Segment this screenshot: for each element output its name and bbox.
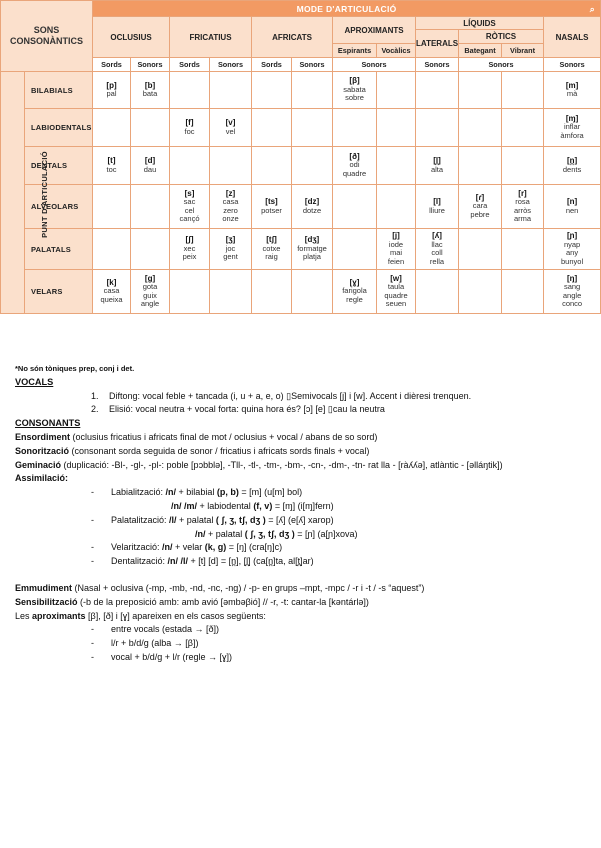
phoneme-symbol: [tʃ] <box>266 235 277 245</box>
example-word: dents <box>562 164 582 174</box>
table-cell <box>459 147 502 185</box>
example-word: alta <box>430 164 444 174</box>
phoneme-symbol: [l̪] <box>433 156 441 165</box>
example-word: xec <box>183 243 196 253</box>
table-cell <box>131 229 170 270</box>
phoneme-symbol: [n] <box>566 197 578 206</box>
phoneme-symbol: [ʎ] <box>432 231 442 240</box>
phoneme-symbol: [b] <box>144 80 156 90</box>
table-cell <box>544 185 601 229</box>
example-word: sobre <box>345 93 364 103</box>
table-cell <box>292 109 333 147</box>
sub-sonors-nasals: Sonors <box>544 58 601 72</box>
example-word: iode <box>388 239 404 249</box>
table-cell <box>377 147 416 185</box>
example-word: arma <box>513 214 532 223</box>
table-row <box>1 147 601 185</box>
table-cell <box>252 109 292 147</box>
example-word: queixa <box>100 294 123 304</box>
table-cell <box>459 109 502 147</box>
example-word: casa <box>222 197 239 206</box>
example-word: formatge <box>297 243 327 253</box>
table-cell <box>93 72 131 109</box>
example-word: mà <box>566 89 578 98</box>
phoneme-symbol: [dz] <box>304 197 320 206</box>
table-cell <box>459 72 502 109</box>
table-cell <box>377 185 416 229</box>
example-word: toc <box>106 164 117 174</box>
table-cell <box>170 229 210 270</box>
table-cell <box>93 270 131 314</box>
phoneme-symbol: [s] <box>184 188 195 198</box>
aproximants-line: Les aproximants [β], [ð] i [ɣ] apareixen en els casos següents: <box>15 610 266 621</box>
row-label: VELARS <box>25 270 93 314</box>
example-word: pal <box>106 89 117 98</box>
assim-velaritzacio: - Velarització: /n/ + velar (k, g) = [ŋ] (cra[ŋ]c) <box>91 542 283 553</box>
example-word: feien <box>387 256 405 266</box>
table-cell <box>170 72 210 109</box>
table-cell <box>210 229 252 270</box>
table-cell <box>333 229 377 270</box>
table-cell <box>252 229 292 270</box>
example-word: joc <box>225 243 236 253</box>
phoneme-symbol: [p] <box>106 80 117 90</box>
search-icon[interactable]: ⌕ <box>589 4 596 14</box>
notes-section <box>15 362 590 665</box>
table-cell <box>131 270 170 314</box>
row-label: BILABIALS <box>25 72 93 109</box>
example-word: llac <box>431 239 443 249</box>
phoneme-symbol: [ŋ] <box>566 273 578 283</box>
example-word: dotze <box>302 205 322 215</box>
table-cell <box>252 185 292 229</box>
table-cell <box>416 109 459 147</box>
phoneme-symbol: [w] <box>390 273 402 283</box>
table-cell <box>416 270 459 314</box>
table-cell <box>416 72 459 109</box>
example-word: coll <box>431 248 443 257</box>
table-cell <box>459 229 502 270</box>
sub-sords-fricatius: Sords <box>170 58 210 72</box>
example-word: sac <box>183 197 196 206</box>
example-word: rosa <box>515 197 530 206</box>
example-word: quadre <box>384 290 408 300</box>
aprox-item-1: - entre vocals (estada → [ð]) <box>91 624 220 635</box>
header-vocalics: Vocàlics <box>377 44 416 58</box>
table-cell <box>210 72 252 109</box>
example-word: bata <box>142 89 158 98</box>
sensibilitzacio-line: Sensibilització (-b de la preposició amb: amb avió [əmbəβió] // -r, -t: cantar-la [kəntárlə]) <box>15 596 369 607</box>
header-punt-articulacio: PUNT D'ARTICULACIÓ <box>1 72 25 314</box>
table-row <box>1 72 601 109</box>
table-row <box>1 229 601 270</box>
example-word: potser <box>261 205 282 215</box>
example-word: cara <box>472 201 488 211</box>
example-word: bunyol <box>561 256 584 266</box>
table-cell <box>170 185 210 229</box>
sub-sonors-fricatius: Sonors <box>210 58 252 72</box>
example-word: nen <box>565 205 579 215</box>
example-word: quadre <box>342 168 367 178</box>
example-word: vel <box>225 126 236 136</box>
table-cell <box>544 109 601 147</box>
example-word: raig <box>265 252 278 262</box>
table-cell <box>210 109 252 147</box>
phoneme-symbol: [dʒ] <box>304 235 320 245</box>
example-word: mai <box>389 248 403 257</box>
phoneme-symbol: [ts] <box>265 197 278 206</box>
table-cell <box>131 72 170 109</box>
table-cell <box>544 72 601 109</box>
vocals-title: VOCALS <box>15 376 54 387</box>
aprox-item-3: - vocal + b/d/g + l/r (regle → [ɣ]) <box>91 651 233 662</box>
consonants-title: CONSONANTS <box>15 418 81 429</box>
footnote: *No són tòniques prep, conj i det. <box>15 364 135 373</box>
example-word: conco <box>562 299 583 308</box>
header-sons-consonantics: SONS CONSONÀNTICS <box>1 1 93 72</box>
table-cell <box>459 185 502 229</box>
table-cell <box>502 185 544 229</box>
sub-sords-oclusius: Sords <box>93 58 131 72</box>
phoneme-symbol: [ɲ] <box>566 231 578 240</box>
table-row <box>1 109 601 147</box>
sub-sonors-laterals: Sonors <box>416 58 459 72</box>
phoneme-symbol: [r] <box>518 188 527 198</box>
assim-palatalitzacio: - Palatalització: /l/ + palatal ( ʃ, ʒ, tʃ, dʒ ) = [ʎ] (e[ʎ] xarop) <box>91 514 334 525</box>
example-word: peix <box>182 252 197 262</box>
phoneme-symbol: [z] <box>225 188 236 198</box>
assim-dentalitzacio: - Dentalització: /n/ /l/ + [t] [d] = [n̪], [l̪] (ca[n̪]ta, al[t̪]ar) <box>91 556 314 567</box>
sub-sords-africats: Sords <box>252 58 292 72</box>
example-word: gent <box>223 252 238 262</box>
table-cell <box>210 270 252 314</box>
example-word: cotxe <box>262 243 281 253</box>
example-word: pebre <box>470 209 490 219</box>
arrow-glyph-icon: ▯ <box>327 404 333 415</box>
phoneme-symbol: [d] <box>144 156 156 165</box>
table-cell <box>292 270 333 314</box>
sub-sonors-aproximants: Sonors <box>333 58 416 72</box>
example-word: nyap <box>563 239 581 249</box>
aprox-item-2: - l/r + b/d/g (alba → [β]) <box>91 638 199 649</box>
example-word: sang <box>563 282 581 291</box>
example-word: cançó <box>179 214 200 223</box>
table-cell <box>93 147 131 185</box>
ensordiment-line: Ensordiment (oclusius fricatius i africats final de mot / oclusius + vocal / abans de so sord) <box>15 431 378 442</box>
example-word: zero <box>223 205 238 215</box>
table-cell <box>333 72 377 109</box>
table-cell <box>502 229 544 270</box>
consonant-table <box>0 0 601 314</box>
table-cell <box>93 229 131 270</box>
assim-palatal-n: /n/ + palatal ( ʃ, ʒ, tʃ, dʒ ) = [ɲ] (a[ɲ]xova) <box>195 528 358 539</box>
table-cell <box>170 147 210 185</box>
table-cell <box>210 185 252 229</box>
header-laterals: LATERALS <box>416 30 459 58</box>
table-cell <box>502 270 544 314</box>
sub-sonors-oclusius: Sonors <box>131 58 170 72</box>
header-mode-articulacio: MODE D'ARTICULACIÓ ⌕ <box>93 1 601 17</box>
table-cell <box>377 109 416 147</box>
phoneme-symbol: [m] <box>565 80 579 90</box>
example-word: platja <box>303 252 321 262</box>
phoneme-symbol: [ʒ] <box>225 235 236 245</box>
example-word: angle <box>562 290 582 300</box>
header-nasals: NASALS <box>544 17 601 58</box>
example-word: taula <box>387 282 405 291</box>
table-cell <box>170 109 210 147</box>
table-cell <box>292 185 333 229</box>
table-cell <box>416 147 459 185</box>
vocals-item-2: 2. Elisió: vocal neutra + vocal forta: quina hora és? [ɔ] [e] ▯cau la neutra <box>91 404 385 415</box>
header-bategant: Bategant <box>459 44 502 58</box>
table-cell <box>292 229 333 270</box>
table-cell <box>377 270 416 314</box>
table-cell <box>416 185 459 229</box>
header-africats: AFRICATS <box>252 17 333 58</box>
table-cell <box>377 72 416 109</box>
header-oclusius: OCLUSIUS <box>93 17 170 58</box>
table-cell <box>544 270 601 314</box>
header-espirants: Espirants <box>333 44 377 58</box>
table-cell <box>131 185 170 229</box>
phoneme-symbol: [ð] <box>349 151 360 161</box>
table-cell <box>252 147 292 185</box>
table-cell <box>544 229 601 270</box>
header-aproximants: APROXIMANTS <box>333 17 416 44</box>
table-cell <box>292 147 333 185</box>
example-word: rella <box>429 256 445 266</box>
example-word: sabata <box>343 84 366 94</box>
table-cell <box>333 109 377 147</box>
example-word: àmfora <box>560 130 584 140</box>
arrow-glyph-icon: ▯ <box>286 390 292 401</box>
table-cell <box>502 72 544 109</box>
phoneme-symbol: [β] <box>349 76 360 86</box>
sub-sonors-rotics: Sonors <box>459 58 544 72</box>
assim-labialitzacio: - Labialització: /n/ + bilabial (p, b) = [m] (u[m] bol) <box>91 487 303 498</box>
example-word: inflar <box>563 122 581 132</box>
table-cell <box>131 109 170 147</box>
example-word: onze <box>222 214 239 223</box>
table-cell <box>170 270 210 314</box>
example-word: foc <box>184 126 195 136</box>
phoneme-symbol: [l] <box>433 197 441 206</box>
row-label: PALATALS <box>25 229 93 270</box>
table-cell <box>252 270 292 314</box>
phoneme-symbol: [ɣ] <box>349 277 360 287</box>
emmudiment-line: Emmudiment (Nasal + oclusiva (-mp, -mb, -nd, -nc, -ng) / -p- en grups –mpt, -mpc / -r i -t / -s “aquest”) <box>15 582 425 593</box>
table-cell <box>93 185 131 229</box>
header-fricatius: FRICATIUS <box>170 17 252 58</box>
table-cell <box>292 72 333 109</box>
table-cell <box>502 109 544 147</box>
example-word: arròs <box>513 205 532 215</box>
example-word: regle <box>346 294 363 304</box>
example-word: casa <box>103 286 120 296</box>
table-cell <box>459 270 502 314</box>
row-label: ALVEOLARS <box>25 185 93 229</box>
geminacio-line: Geminació (duplicació: -Bl-, -gl-, -pl-: poble [pɔbblə], -Tll-, -tl-, -tm-, -bm-, -cn-, -dm-, -tn- rat lla - [ràʎʎə], atlàntic - [əlláŋtik]) <box>15 459 503 470</box>
example-word: odi <box>349 160 360 170</box>
example-word: guix <box>143 290 157 300</box>
table-cell <box>252 72 292 109</box>
row-label: DENTALS <box>25 147 93 185</box>
phoneme-symbol: [ɱ] <box>565 113 579 123</box>
phoneme-symbol: [t] <box>107 156 116 165</box>
example-word: lliure <box>429 205 445 215</box>
example-word: angle <box>140 299 160 308</box>
example-word: dau <box>143 164 157 174</box>
example-word: seuen <box>385 299 407 308</box>
table-cell <box>333 147 377 185</box>
example-word: gota <box>142 282 158 291</box>
table-cell <box>333 270 377 314</box>
phoneme-symbol: [ɾ] <box>475 192 485 202</box>
phoneme-symbol: [k] <box>106 277 117 287</box>
assim-labiodental: /n/ /m/ + labiodental (f, v) = [ɱ] (i[ɱ]fern) <box>171 500 334 511</box>
phoneme-symbol: [ʃ] <box>185 235 194 245</box>
table-cell <box>544 147 601 185</box>
table-cell <box>210 147 252 185</box>
header-liquids: LÍQUIDS <box>416 17 544 30</box>
table-cell <box>502 147 544 185</box>
phoneme-symbol: [n̪] <box>566 156 578 165</box>
table-row <box>1 185 601 229</box>
vocals-item-1: 1. Diftong: vocal feble + tancada (i, u + a, e, o) ▯Semivocals [j] i [w]. Accent i dièresi trenquen. <box>91 390 472 401</box>
consonant-table-wrapper <box>0 0 600 354</box>
phoneme-symbol: [v] <box>225 118 236 127</box>
phoneme-symbol: [g] <box>144 273 156 283</box>
sonoritzacio-line: Sonorització (consonant sorda seguida de sonor / fricatius i africats sords finals + vocal) <box>15 445 370 456</box>
sub-sonors-africats: Sonors <box>292 58 333 72</box>
table-cell <box>377 229 416 270</box>
table-cell <box>131 147 170 185</box>
example-word: farigola <box>342 286 367 296</box>
table-row <box>1 270 601 314</box>
phoneme-symbol: [f] <box>185 118 194 127</box>
table-cell <box>93 109 131 147</box>
phoneme-symbol: [j] <box>392 231 400 240</box>
example-word: any <box>566 248 579 257</box>
header-vibrant: Vibrant <box>502 44 544 58</box>
assimilacio-title: Assimilació: <box>15 473 69 484</box>
table-cell <box>416 229 459 270</box>
table-cell <box>333 185 377 229</box>
example-word: cel <box>184 205 195 215</box>
header-rotics: RÒTICS <box>459 30 544 44</box>
row-label: LABIODENTALS <box>25 109 93 147</box>
